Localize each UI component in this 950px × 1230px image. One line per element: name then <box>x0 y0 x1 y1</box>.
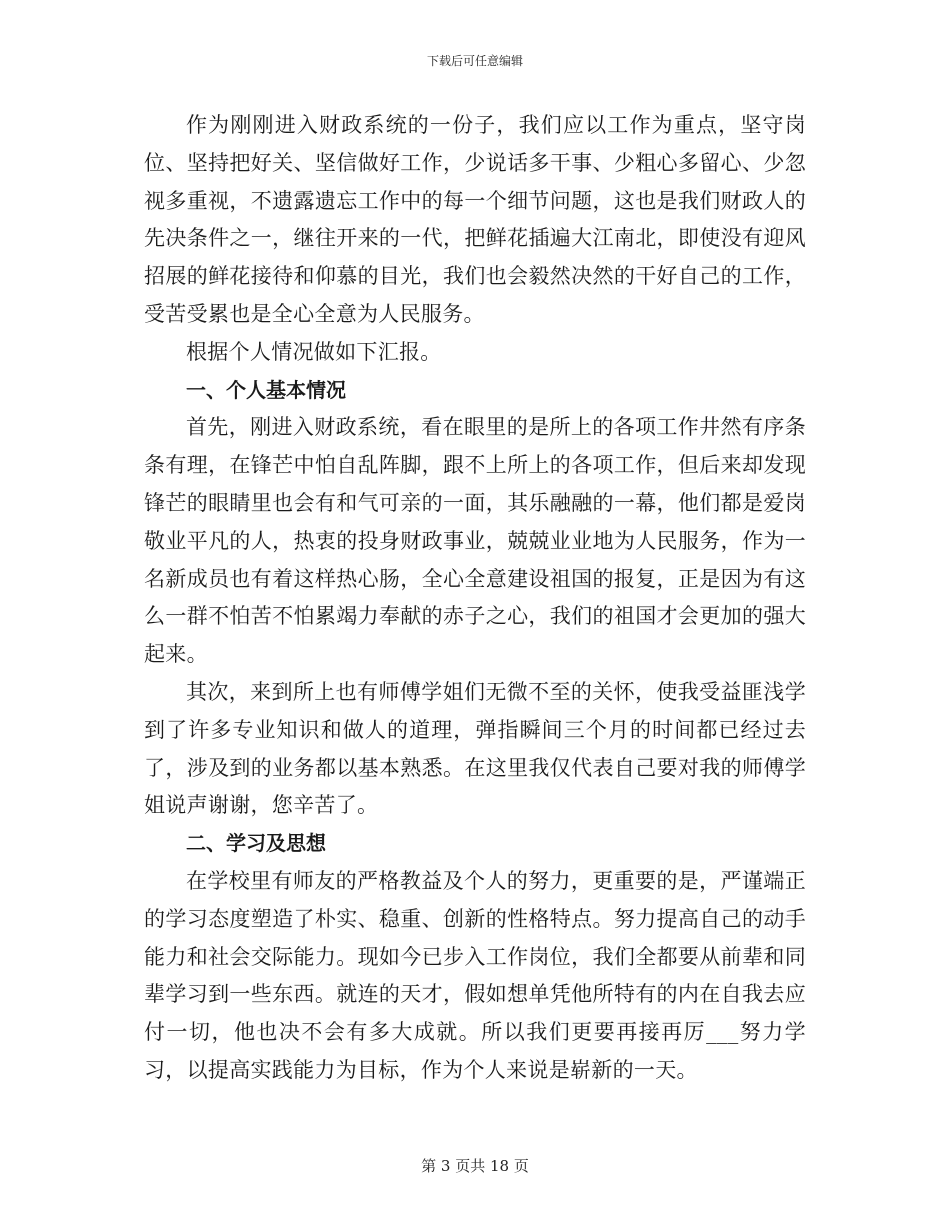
paragraph-first: 首先，刚进入财政系统，看在眼里的是所上的各项工作井然有序条条有理，在锋芒中怕自乱阵脚，跟不上所上的各项工作，但后来却发现锋芒的眼睛里也会有和气可亲的一面，其乐融融的一幕，他们都是爱岗敬业平凡的人，热衷的投身财政事业，兢兢业业地为人民服务，作为一名新成员也有着这样热心肠，全心全意建设祖国的报复，正是因为有这么一群不怕苦不怕累竭力奉献的赤子之心，我们的祖国才会更加的强大起来。 <box>144 415 806 667</box>
paragraph-intro: 作为刚刚进入财政系统的一份子，我们应以工作为重点，坚守岗位、坚持把好关、坚信做好工作，少说话多干事、少粗心多留心、少忽视多重视，不遗露遗忘工作中的每一个细节问题，这也是我们财政人的先决条件之一，继往开来的一代，把鲜花插遍大江南北，即使没有迎风招展的鲜花接待和仰慕的目光，我们也会毅然决然的干好自己的工作，受苦受累也是全心全意为人民服务。 <box>144 113 806 326</box>
document-body <box>144 107 806 1090</box>
paragraph-report-lead: 根据个人情况做如下汇报。 <box>186 339 442 364</box>
section-heading-study-thought: 二、学习及思想 <box>186 831 326 856</box>
paragraph-study: 在学校里有师友的严格教益及个人的努力，更重要的是，严谨端正的学习态度塑造了朴实、稳重、创新的性格特点。努力提高自己的动手能力和社会交际能力。现如今已步入工作岗位，我们全都要从前辈和同辈学习到一些东西。就连的天才，假如想单凭他所特有的内在自我去应付一切，他也决不会有多大成就。所以我们更要再接再厉___努力学习，以提高实践能力为目标，作为个人来说是崭新的一天。 <box>144 868 806 1082</box>
page-header: 下载后可任意编辑 <box>426 54 523 68</box>
page-number: 第 3 页共 18 页 <box>421 1157 529 1175</box>
paragraph-second: 其次，来到所上也有师傅学姐们无微不至的关怀，使我受益匪浅学到了许多专业知识和做人的道理，弹指瞬间三个月的时间都已经过去了，涉及到的业务都以基本熟悉。在这里我仅代表自己要对我的师傅学姐说声谢谢，您辛苦了。 <box>144 679 806 818</box>
section-heading-basic-situation: 一、个人基本情况 <box>186 377 346 402</box>
